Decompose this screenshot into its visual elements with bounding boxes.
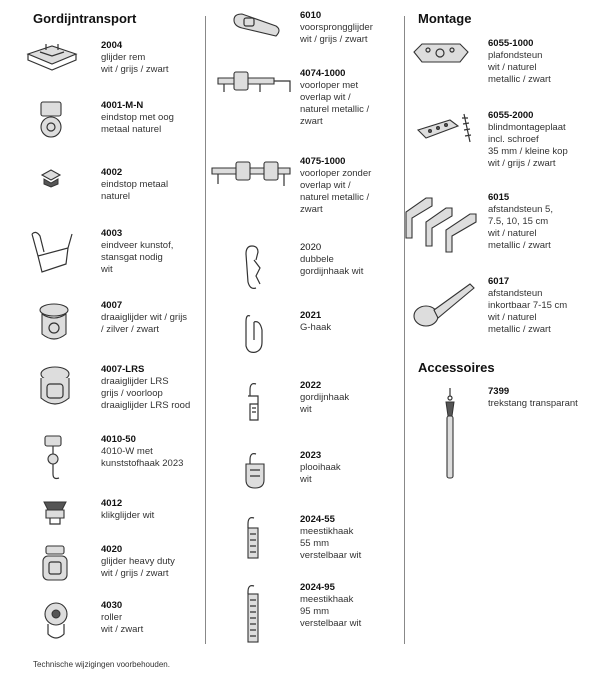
product-description: voorloper met <box>300 80 359 91</box>
product-text <box>101 498 154 522</box>
product-text <box>101 40 169 76</box>
product-code: 4020 <box>101 544 123 555</box>
end-spring-icon <box>28 228 74 278</box>
roller-icon <box>38 600 74 644</box>
product-code: 4007-LRS <box>101 364 145 375</box>
glider-hook-icon <box>40 434 66 484</box>
product-description: overlap wit / <box>300 92 351 103</box>
product-description: glijder rem <box>101 52 146 63</box>
product-description: 35 mm / kleine kop <box>488 146 568 157</box>
product-description: 55 mm <box>300 538 330 549</box>
glider-brake-icon <box>22 40 82 74</box>
product-description: naturel <box>101 191 131 202</box>
product-code: 2024-55 <box>300 514 335 525</box>
product-description: naturel metallic / <box>300 104 370 115</box>
product-text <box>101 434 183 470</box>
product-description: 7.5, 10, 15 cm <box>488 216 549 227</box>
product-description: meestikhaak <box>300 594 354 605</box>
product-text <box>488 386 578 410</box>
product-text <box>101 167 168 203</box>
product-description: wit / grijs / zwart <box>300 34 368 45</box>
product-description: kunststofhaak 2023 <box>101 458 184 469</box>
product-description: klikglijder wit <box>101 510 155 521</box>
adjustable-bracket-icon <box>410 276 480 332</box>
product-description: gordijnhaak <box>300 392 350 403</box>
product-description: metallic / zwart <box>488 240 551 251</box>
swivel-glider-icon <box>36 300 72 346</box>
distance-bracket-icon <box>402 192 482 254</box>
product-description: 4010-W met <box>101 446 153 457</box>
end-stop-metal-icon <box>38 167 64 189</box>
product-text <box>300 68 369 128</box>
product-code: 4010-50 <box>101 434 136 445</box>
product-description: meestikhaak <box>300 526 354 537</box>
product-code: 2021 <box>300 310 322 321</box>
product-description: wit <box>101 264 113 275</box>
column-divider <box>404 16 405 644</box>
product-description: wit / naturel <box>488 312 537 323</box>
product-description: trekstang transparant <box>488 398 578 409</box>
product-description: G-haak <box>300 322 332 333</box>
column-divider <box>205 16 206 644</box>
product-text <box>101 100 174 136</box>
product-description: metallic / zwart <box>488 74 551 85</box>
g-hook-icon <box>242 310 268 358</box>
product-description: afstandsteun <box>488 288 543 299</box>
product-description: gordijnhaak wit <box>300 266 364 277</box>
master-carrier-icon <box>208 156 294 192</box>
product-description: eindveer kunstof, <box>101 240 174 251</box>
heavy-duty-glider-icon <box>40 544 70 584</box>
product-description: wit / grijs / zwart <box>101 64 169 75</box>
pleat-hook-icon <box>240 450 270 494</box>
product-description: incl. schroef <box>488 134 539 145</box>
product-description: metallic / zwart <box>488 324 551 335</box>
product-description: blindmontageplaat <box>488 122 566 133</box>
product-text <box>300 450 341 486</box>
product-code: 2020 <box>300 242 322 253</box>
product-code: 6055-2000 <box>488 110 534 121</box>
product-description: grijs / voorloop <box>101 388 163 399</box>
product-text <box>101 600 143 636</box>
product-code: 2024-95 <box>300 582 335 593</box>
product-description: eindstop met oog <box>101 112 174 123</box>
product-description: zwart <box>300 204 323 215</box>
sew-hook-55-icon <box>242 514 266 562</box>
product-description: wit / naturel <box>488 228 537 239</box>
product-text <box>488 38 551 86</box>
product-description: draaiglijder LRS <box>101 376 169 387</box>
product-code: 6010 <box>300 10 322 21</box>
curtain-hook-icon <box>242 380 268 426</box>
product-code: 4075-1000 <box>300 156 346 167</box>
product-description: stansgat nodig <box>101 252 163 263</box>
product-text <box>488 192 553 252</box>
end-stop-eye-icon <box>35 100 69 140</box>
sew-hook-95-icon <box>242 582 266 646</box>
master-carrier-overlap-icon <box>214 68 294 98</box>
product-text <box>101 544 175 580</box>
product-description: verstelbaar wit <box>300 550 362 561</box>
product-text <box>101 364 190 412</box>
product-text <box>488 110 568 170</box>
product-code: 2023 <box>300 450 322 461</box>
product-code: 6015 <box>488 192 510 203</box>
product-description: overlap wit / <box>300 180 351 191</box>
product-description: metaal naturel <box>101 124 162 135</box>
product-description: voorloper zonder <box>300 168 372 179</box>
product-text <box>300 310 331 334</box>
product-text <box>101 228 173 276</box>
product-description: naturel metallic / <box>300 192 370 203</box>
product-code: 4030 <box>101 600 123 611</box>
draw-rod-icon <box>440 386 460 482</box>
product-description: plafondsteun <box>488 50 543 61</box>
product-description: wit / grijs / zwart <box>101 568 169 579</box>
product-description: plooihaak <box>300 462 341 473</box>
click-glider-icon <box>38 498 72 528</box>
product-description: roller <box>101 612 123 623</box>
product-description: glijder heavy duty <box>101 556 175 567</box>
product-description: draaiglijder wit / grijs <box>101 312 188 323</box>
footer-note: Technische wijzigingen voorbehouden. <box>33 660 170 669</box>
product-description: afstandsteun 5, <box>488 204 553 215</box>
product-description: wit / naturel <box>488 62 537 73</box>
product-code: 4001-M-N <box>101 100 144 111</box>
product-description: dubbele <box>300 254 334 265</box>
product-text <box>300 514 361 562</box>
product-description: / zilver / zwart <box>101 324 160 335</box>
product-code: 6055-1000 <box>488 38 534 49</box>
product-text <box>300 242 363 278</box>
section-title-montage: Montage <box>418 11 472 26</box>
product-code: 2022 <box>300 380 322 391</box>
projection-glider-icon <box>230 10 284 44</box>
double-hook-icon <box>242 242 268 294</box>
section-title-accessoires: Accessoires <box>418 360 495 375</box>
product-description: eindstop metaal <box>101 179 169 190</box>
product-description: voorsprongglijder <box>300 22 373 33</box>
product-description: 95 mm <box>300 606 330 617</box>
product-description: draaiglijder LRS rood <box>101 400 191 411</box>
product-code: 4007 <box>101 300 123 311</box>
product-code: 7399 <box>488 386 510 397</box>
product-text <box>300 156 371 216</box>
product-code: 4003 <box>101 228 123 239</box>
product-description: wit <box>300 404 312 415</box>
product-text <box>300 10 373 46</box>
product-text <box>101 300 187 336</box>
swivel-glider-lrs-icon <box>36 364 74 410</box>
product-code: 4002 <box>101 167 123 178</box>
product-description: verstelbaar wit <box>300 618 362 629</box>
product-text <box>300 582 361 630</box>
ceiling-bracket-icon <box>410 38 472 72</box>
product-code: 4012 <box>101 498 123 509</box>
product-description: zwart <box>300 116 323 127</box>
section-title-transport: Gordijntransport <box>33 11 137 26</box>
product-description: wit / zwart <box>101 624 144 635</box>
product-code: 6017 <box>488 276 510 287</box>
product-code: 2004 <box>101 40 123 51</box>
product-text <box>488 276 567 336</box>
product-description: wit <box>300 474 312 485</box>
product-code: 4074-1000 <box>300 68 346 79</box>
product-text <box>300 380 349 416</box>
mounting-plate-screw-icon <box>414 110 478 148</box>
product-description: wit / grijs / zwart <box>488 158 556 169</box>
product-description: inkortbaar 7-15 cm <box>488 300 568 311</box>
